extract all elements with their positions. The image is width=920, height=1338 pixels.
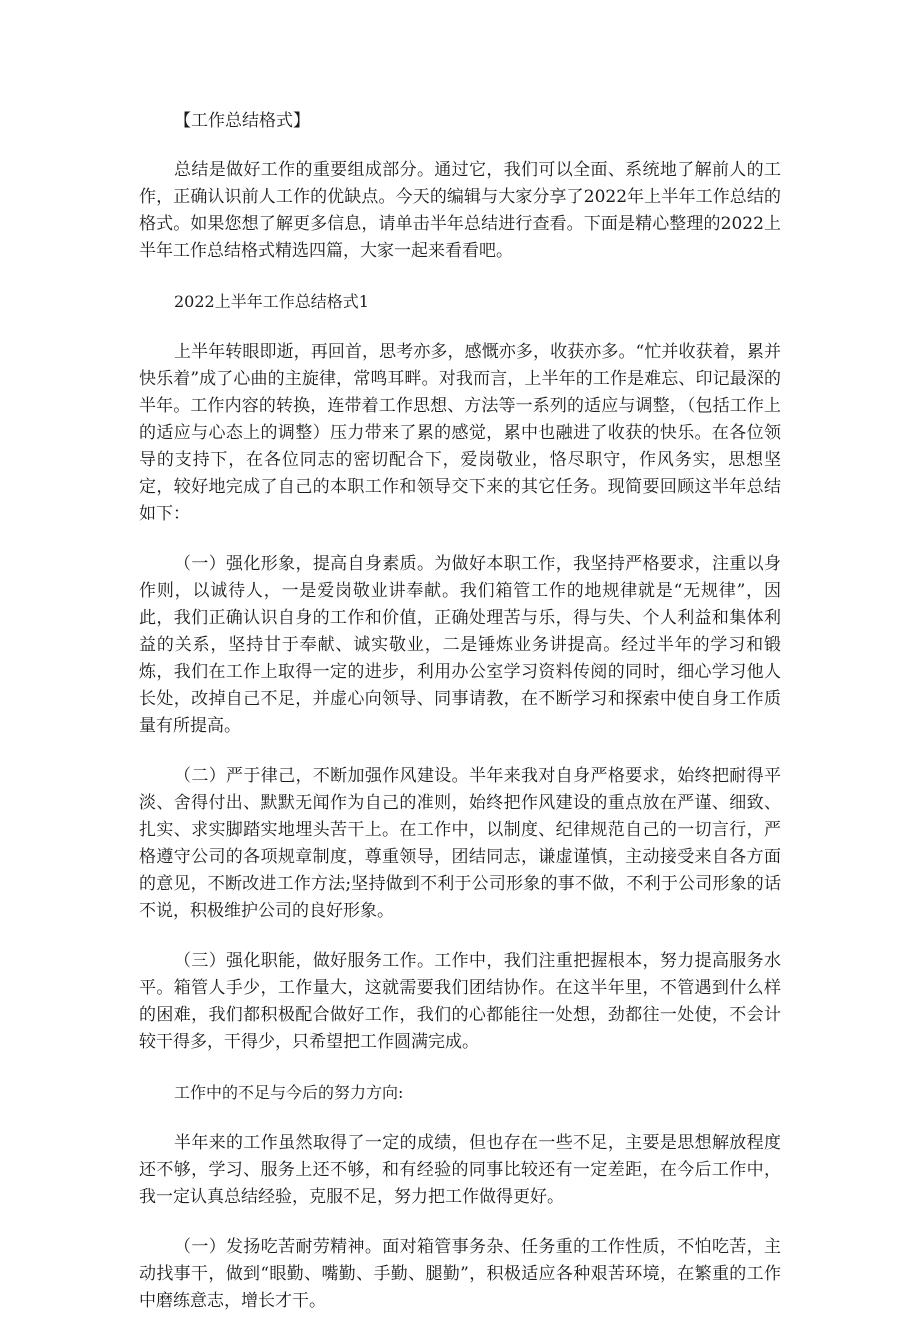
section-title: 2022上半年工作总结格式1	[174, 292, 369, 311]
intro-paragraph: 总结是做好工作的重要组成部分。通过它，我们可以全面、系统地了解前人的工作，正确认识前人工作的优缺点。今天的编辑与大家分享了2022年上半年工作总结的格式。如果您想了解更多信息，请单击半年总结进行查看。下面是精心整理的2022上半年工作总结格式精选四篇，大家一起来看看吧。	[139, 160, 781, 261]
body-paragraph-5: 半年来的工作虽然取得了一定的成绩，但也存在一些不足，主要是思想解放程度还不够，学习、服务上还不够，和有经验的同事比较还有一定差距，在今后工作中，我一定认真总结经验，克服不足，努力把工作做得更好。	[139, 1133, 781, 1207]
document-title: 【工作总结格式】	[174, 111, 310, 131]
body-paragraph-4: （三）强化职能，做好服务工作。工作中，我们注重把握根本，努力提高服务水平。箱管人手少，工作量大，这就需要我们团结协作。在这半年里，不管遇到什么样的困难，我们都积极配合做好工作，我们的心都能往一处想，劲都往一处使，不会计较干得多，干得少，只希望把工作圆满完成。	[139, 951, 781, 1052]
body-paragraph-3: （二）严于律己，不断加强作风建设。半年来我对自身严格要求，始终把耐得平淡、舍得付出、默默无闻作为自己的准则，始终把作风建设的重点放在严谨、细致、扎实、求实脚踏实地埋头苦干上。在工作中，以制度、纪律规范自己的一切言行，严格遵守公司的各项规章制度，尊重领导，团结同志，谦虚谨慎，主动接受来自各方面的意见，不断改进工作方法;坚持做到不利于公司形象的事不做，不利于公司形象的话不说，积极维护公司的良好形象。	[139, 766, 781, 921]
subsection-title: 工作中的不足与今后的努力方向:	[174, 1083, 404, 1102]
document-page	[139, 108, 781, 1338]
body-paragraph-1: 上半年转眼即逝，再回首，思考亦多，感慨亦多，收获亦多。“忙并收获着，累并快乐着”成了心曲的主旋律，常鸣耳畔。对我而言，上半年的工作是难忘、印记最深的半年。工作内容的转换，连带着工作思想、方法等一系列的适应与调整，（包括工作上的适应与心态上的调整）压力带来了累的感觉，累中也融进了收获的快乐。在各位领导的支持下，在各位同志的密切配合下，爱岗敬业，恪尽职守，作风务实，思想坚定，较好地完成了自己的本职工作和领导交下来的其它任务。现简要回顾这半年总结如下：	[139, 342, 781, 524]
body-paragraph-6: （一）发扬吃苦耐劳精神。面对箱管事务杂、任务重的工作性质，不怕吃苦，主动找事干，做到“眼勤、嘴勤、手勤、腿勤”，积极适应各种艰苦环境，在繁重的工作中磨练意志，增长才干。	[139, 1237, 781, 1311]
body-paragraph-2: （一）强化形象，提高自身素质。为做好本职工作，我坚持严格要求，注重以身作则，以诚待人，一是爱岗敬业讲奉献。我们箱管工作的地规律就是“无规律”，因此，我们正确认识自身的工作和价值，正确处理苦与乐，得与失、个人利益和集体利益的关系，坚持甘于奉献、诚实敬业，二是锤炼业务讲提高。经过半年的学习和锻炼，我们在工作上取得一定的进步，利用办公室学习资料传阅的同时，细心学习他人长处，改掉自己不足，并虚心向领导、同事请教，在不断学习和探索中使自身工作质量有所提高。	[139, 554, 781, 736]
